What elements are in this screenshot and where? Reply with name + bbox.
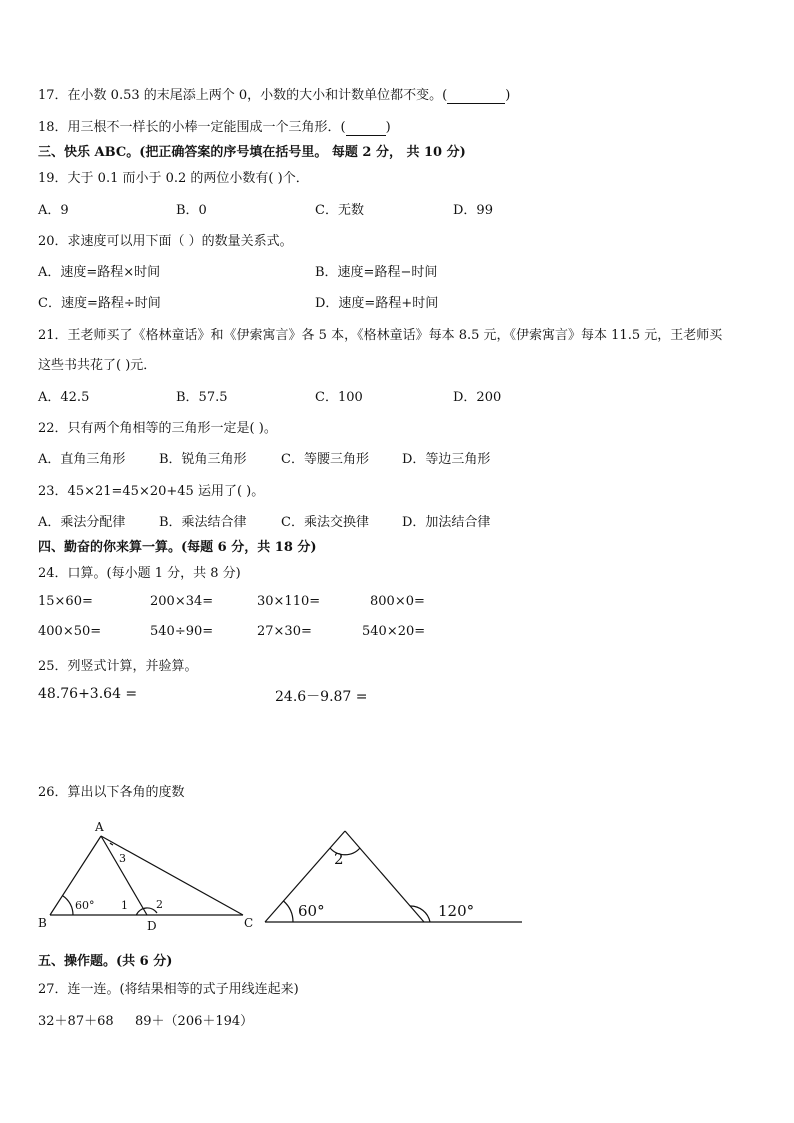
question-27-stem: 27．连一连。(将结果相等的式子用线连起来)	[38, 982, 299, 997]
answer-blank-17[interactable]	[447, 88, 505, 104]
label-point-b: B	[38, 916, 47, 930]
q24-row2-item3: 27×30=	[257, 624, 312, 639]
q24-row2-item1: 400×50=	[38, 624, 102, 639]
section-3-heading: 三、快乐 ABC。(把正确答案的序号填在括号里。 每题 2 分， 共 10 分)	[38, 145, 466, 160]
section-5-heading: 五、操作题。(共 6 分)	[38, 954, 173, 969]
q19-option-b[interactable]: B．0	[176, 203, 207, 218]
q20-option-a[interactable]: A．速度=路程×时间	[38, 265, 161, 280]
q23-option-d[interactable]: D．加法结合律	[402, 515, 491, 530]
label-point-c: C	[244, 916, 254, 930]
question-19-stem: 19．大于 0.1 而小于 0.2 的两位小数有( )个．	[38, 171, 309, 186]
question-17-text: 17．在小数 0.53 的末尾添上两个 0，小数的大小和计数单位都不变。(	[38, 88, 448, 103]
q22-option-a[interactable]: A．直角三角形	[38, 452, 126, 467]
label-angle-left: 60°	[298, 902, 325, 920]
triangle-figure-abc	[30, 815, 290, 935]
label-angle-1: 1	[121, 899, 128, 912]
q22-option-b[interactable]: B．锐角三角形	[159, 452, 247, 467]
question-18	[38, 116, 391, 136]
q24-row2-item4: 540×20=	[362, 624, 426, 639]
q19-option-a[interactable]: A．9	[38, 203, 69, 218]
question-24-stem: 24．口算。(每小题 1 分，共 8 分)	[38, 566, 241, 581]
question-21-line1: 21．王老师买了《格林童话》和《伊索寓言》各 5 本，《格林童话》每本 8.5 元，《伊索寓言》每本 11.5 元，王老师买	[38, 328, 723, 343]
q27-expression-1[interactable]: 32＋87＋68	[38, 1014, 114, 1029]
q19-option-c[interactable]: C．无数	[315, 203, 364, 218]
q21-option-b[interactable]: B．57.5	[176, 390, 228, 405]
label-point-d: D	[147, 919, 157, 933]
q23-option-c[interactable]: C．乘法交换律	[281, 515, 369, 530]
question-25-stem: 25．列竖式计算，并验算。	[38, 659, 198, 674]
q25-item2: 24.6－9.87 =	[275, 689, 368, 705]
q21-option-d[interactable]: D．200	[453, 390, 502, 405]
q25-item1: 48.76+3.64 =	[38, 686, 138, 702]
q22-option-c[interactable]: C．等腰三角形	[281, 452, 369, 467]
q27-expression-2[interactable]: 89＋（206＋194）	[135, 1014, 254, 1029]
question-23-stem: 23．45×21=45×20+45 运用了( )。	[38, 484, 265, 499]
label-angle-exterior: 120°	[438, 902, 475, 920]
question-18-text: 18．用三根不一样长的小棒一定能围成一个三角形．(	[38, 120, 346, 135]
q21-option-a[interactable]: A．42.5	[38, 390, 90, 405]
question-17-close: )	[505, 88, 511, 103]
section-4-heading: 四、勤奋的你来算一算。(每题 6 分，共 18 分)	[38, 540, 317, 555]
q20-option-b[interactable]: B．速度=路程−时间	[315, 265, 438, 280]
q24-row1-item3: 30×110=	[257, 594, 321, 609]
question-26-stem: 26．算出以下各角的度数	[38, 785, 185, 800]
label-angle-2: 2	[156, 898, 163, 911]
label-angle-3: 3	[119, 852, 126, 865]
question-21-line2: 这些书共花了( )元．	[38, 358, 157, 373]
question-22-stem: 22．只有两个角相等的三角形一定是( )。	[38, 421, 277, 436]
label-angle-b: 60°	[75, 899, 95, 912]
label-angle-top: 2	[334, 850, 344, 868]
q24-row2-item2: 540÷90=	[150, 624, 214, 639]
triangle-figure-exterior	[260, 818, 530, 933]
q23-option-b[interactable]: B．乘法结合律	[159, 515, 247, 530]
q23-option-a[interactable]: A．乘法分配律	[38, 515, 126, 530]
question-17	[38, 84, 510, 104]
q20-option-d[interactable]: D．速度=路程+时间	[315, 296, 439, 311]
q20-option-c[interactable]: C．速度=路程÷时间	[38, 296, 161, 311]
answer-blank-18[interactable]	[346, 120, 386, 136]
q24-row1-item4: 800×0=	[370, 594, 425, 609]
label-point-a: A	[95, 820, 104, 834]
question-20-stem: 20．求速度可以用下面（ ）的数量关系式。	[38, 234, 293, 249]
q24-row1-item1: 15×60=	[38, 594, 93, 609]
q24-row1-item2: 200×34=	[150, 594, 214, 609]
q21-option-c[interactable]: C．100	[315, 390, 363, 405]
question-18-close: )	[385, 120, 391, 135]
q22-option-d[interactable]: D．等边三角形	[402, 452, 491, 467]
q19-option-d[interactable]: D．99	[453, 203, 493, 218]
